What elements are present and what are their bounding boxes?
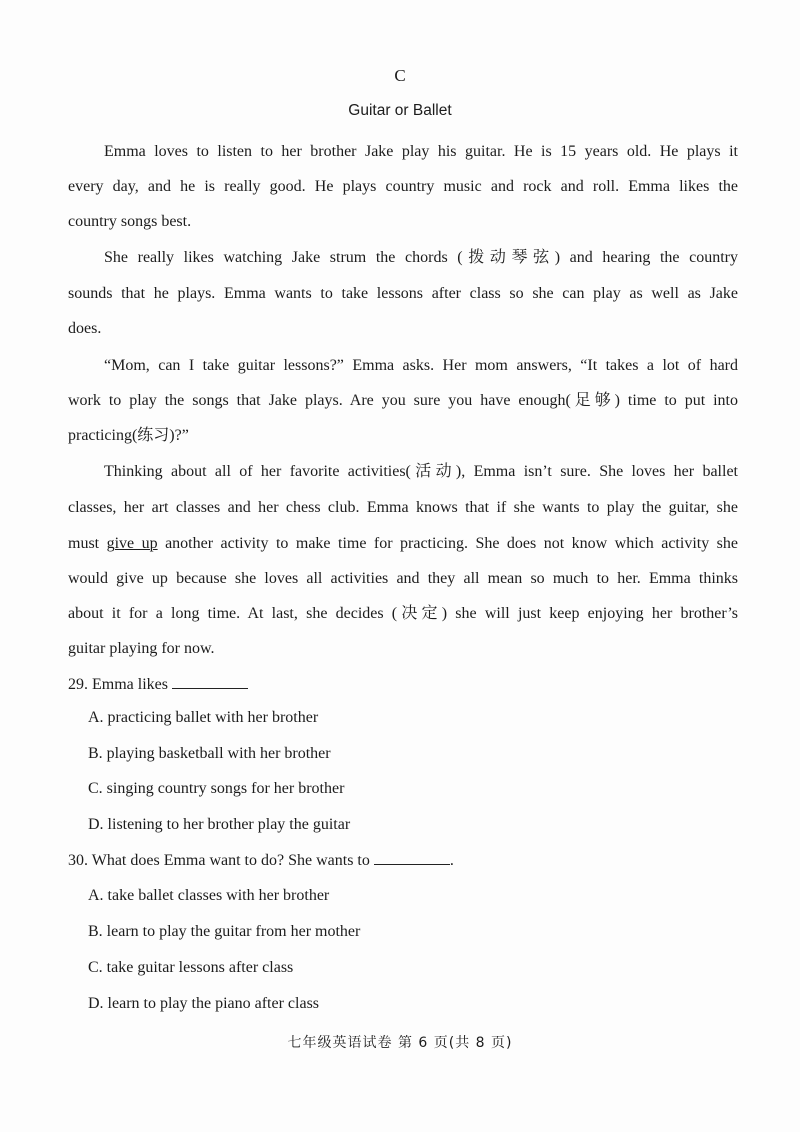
- underlined-phrase: give up: [106, 535, 158, 552]
- section-letter: C: [394, 66, 406, 85]
- option-d[interactable]: D. listening to her brother play the guitar: [88, 816, 351, 833]
- passage-title: Guitar or Ballet: [348, 102, 452, 119]
- passage-line: Emma loves to listen to her brother Jake play his guitar. He is 15 years old. He plays it: [104, 143, 738, 160]
- question-end: .: [449, 852, 454, 869]
- passage-line: country songs best.: [68, 213, 192, 230]
- passage-line: [68, 533, 738, 555]
- option-b[interactable]: B. learn to play the guitar from her mother: [88, 923, 361, 940]
- option-a[interactable]: A. practicing ballet with her brother: [88, 709, 319, 726]
- passage-line: guitar playing for now.: [68, 640, 215, 657]
- answer-blank[interactable]: [374, 850, 450, 865]
- passage-line: every day, and he is really good. He plays country music and rock and roll. Emma likes the: [68, 178, 738, 195]
- line-text: another activity to make time for practicing. She does not know which activity she: [157, 535, 739, 552]
- passage-line: classes, her art classes and her chess club. Emma knows that if she wants to play the guitar, she: [68, 499, 738, 516]
- line-text: must: [68, 535, 107, 552]
- option-c[interactable]: C. singing country songs for her brother: [88, 780, 345, 797]
- option-b[interactable]: B. playing basketball with her brother: [88, 745, 331, 762]
- passage-line: sounds that he plays. Emma wants to take lessons after class so she can play as well as Jake: [68, 285, 738, 302]
- answer-blank[interactable]: [172, 674, 248, 689]
- passage-line: would give up because she loves all activities and they all mean so much to her. Emma thinks: [68, 570, 738, 587]
- page-footer: 七年级英语试卷 第 6 页(共 8 页): [287, 1035, 513, 1051]
- question-stem: 29. Emma likes: [68, 676, 172, 693]
- option-d[interactable]: D. learn to play the piano after class: [88, 995, 320, 1012]
- passage-line: work to play the songs that Jake plays. Are you sure you have enough(足够) time to put into: [68, 392, 738, 409]
- question-29: [68, 674, 668, 696]
- passage-line: does.: [68, 320, 102, 337]
- passage-line: practicing(练习)?”: [68, 427, 189, 444]
- option-a[interactable]: A. take ballet classes with her brother: [88, 887, 330, 904]
- passage-line: “Mom, can I take guitar lessons?” Emma asks. Her mom answers, “It takes a lot of hard: [104, 357, 738, 374]
- question-stem: 30. What does Emma want to do? She wants to: [68, 852, 374, 869]
- passage-line: about it for a long time. At last, she decides (决定) she will just keep enjoying her brother’s: [68, 605, 738, 622]
- question-30: [68, 850, 668, 872]
- passage-line: Thinking about all of her favorite activities(活动), Emma isn’t sure. She loves her ballet: [104, 463, 738, 480]
- passage-line: She really likes watching Jake strum the chords (拨动琴弦) and hearing the country: [104, 249, 738, 266]
- option-c[interactable]: C. take guitar lessons after class: [88, 959, 294, 976]
